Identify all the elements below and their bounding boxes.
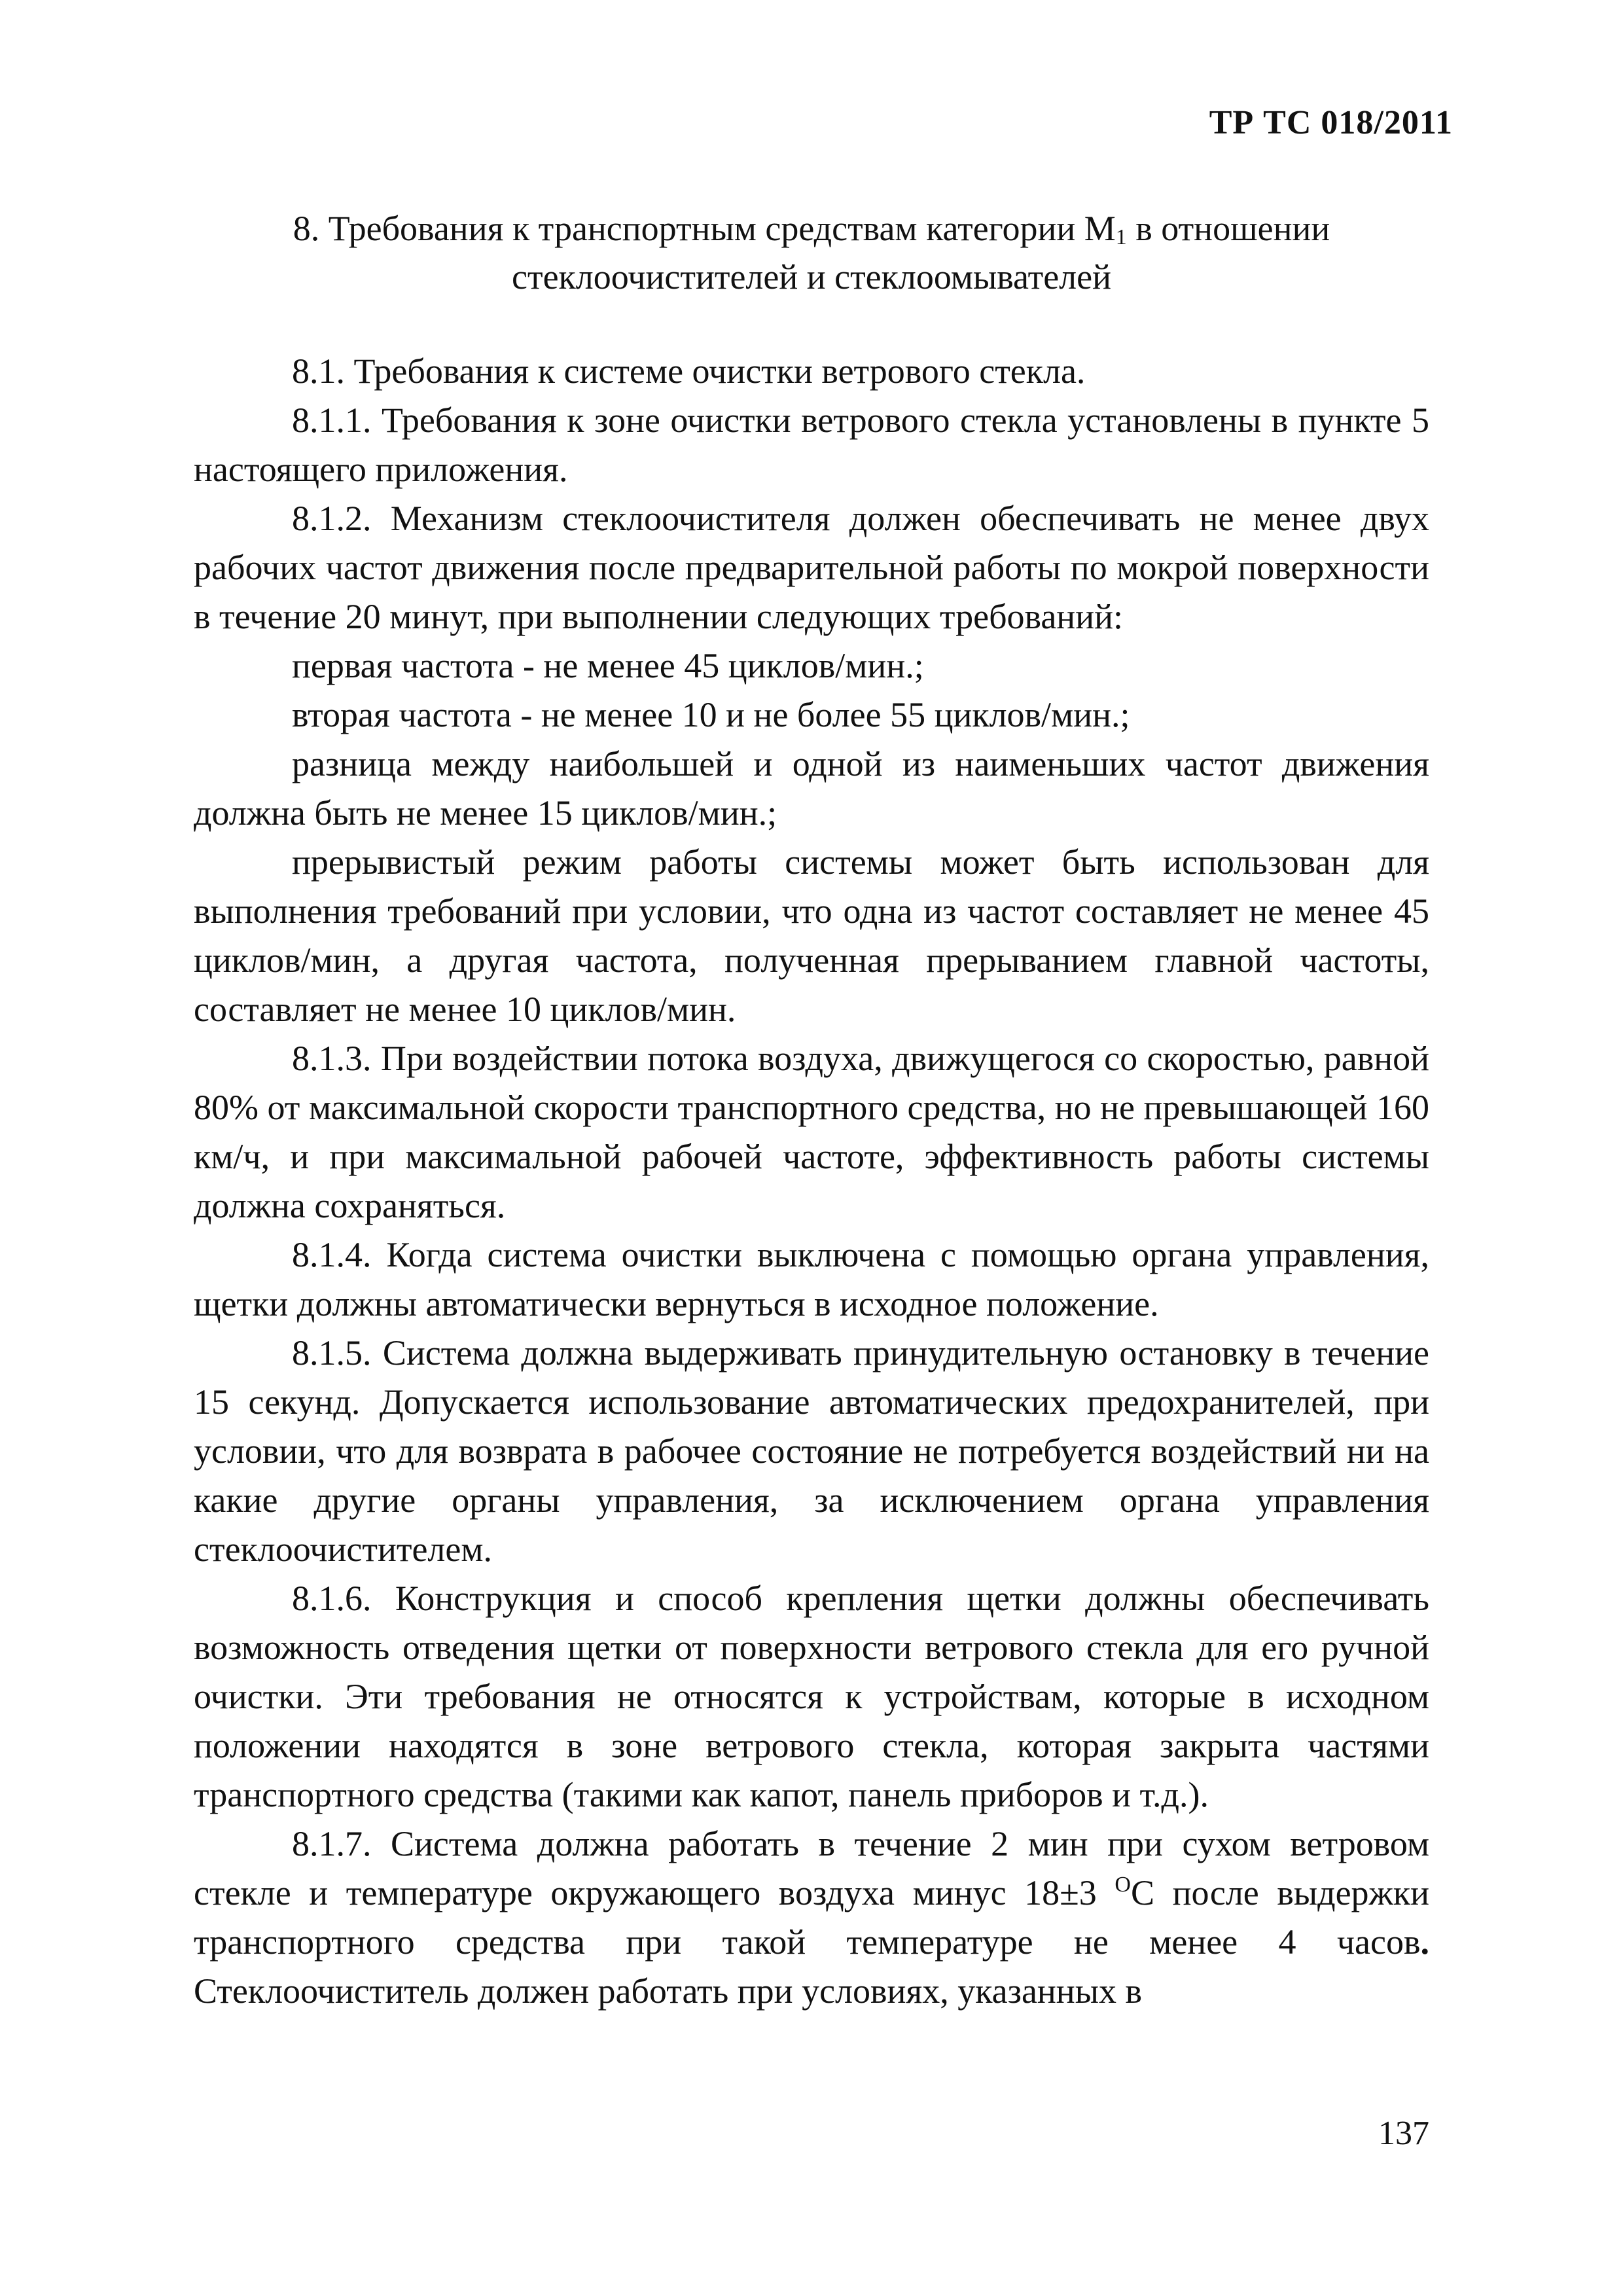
paragraph-8-1-4: 8.1.4. Когда система очистки выключена с помощью органа управления, щетки должны автоматически вернуться в исходное положение. — [194, 1235, 1429, 1323]
paragraph-8-1-3: 8.1.3. При воздействии потока воздуха, движущегося со скоростью, равной 80% от максимальной скорости транспортного средства, но не превышающей 160 км/ч, и при максимальной рабочей частоте, эффективность работы системы должна сохраняться. — [194, 1039, 1429, 1225]
section-title-text-b: в отношении — [1126, 209, 1330, 248]
paragraph-intermittent-mode: прерывистый режим работы системы может быть использован для выполнения требований при условии, что одна из частот составляет не менее 45 циклов/мин, а другая частота, полученная прерыванием главной частоты, составляет не менее 10 циклов/мин. — [194, 842, 1429, 1029]
paragraph-second-frequency: вторая частота - не менее 10 и не более 55 циклов/мин.; — [292, 695, 1130, 734]
paragraph-first-frequency: первая частота - не менее 45 циклов/мин.; — [292, 646, 924, 685]
paragraph-8-1-2: 8.1.2. Механизм стеклоочистителя должен обеспечивать не менее двух рабочих частот движения после предварительной работы по мокрой поверхности в течение 20 минут, при выполнении следующих требований: — [194, 499, 1429, 636]
paragraph-8-1: 8.1. Требования к системе очистки ветрового стекла. — [292, 351, 1086, 391]
paragraph-8-1-5: 8.1.5. Система должна выдерживать принудительную остановку в течение 15 секунд. Допускается использование автоматических предохранителей, при условии, что для возврата в рабочее состояние не потребуется воздействий ни на какие другие органы управления, за исключением органа управления стеклоочистителем. — [194, 1333, 1429, 1569]
paragraph-8-1-7-text-c: Стеклоочиститель должен работать при условиях, указанных в — [194, 1971, 1142, 2011]
paragraph-8-1-1: 8.1.1. Требования к зоне очистки ветрового стекла установлены в пункте 5 настоящего приложения. — [194, 401, 1429, 489]
document-code-header: ТР ТС 018/2011 — [1209, 104, 1453, 141]
document-body — [194, 347, 1429, 2016]
paragraph-8-1-7-text-a: 8.1.7. Система должна работать в течение 2 мин при сухом ветровом стекле и температуре окружающего воздуха минус 18±3 — [194, 1824, 1429, 1912]
paragraph-8-1-7-text-b: С после выдержки транспортного средства при такой температуре не менее 4 часов — [194, 1873, 1430, 1962]
section-title-line2: стеклоочистителей и стеклоомывателей — [512, 257, 1111, 296]
paragraph-frequency-difference: разница между наибольшей и одной из наименьших частот движения должна быть не менее 15 циклов/мин.; — [194, 744, 1429, 833]
bold-period: . — [1420, 1922, 1429, 1962]
degree-superscript: О — [1115, 1873, 1131, 1897]
section-title-line1 — [293, 209, 1330, 248]
paragraph-8-1-6: 8.1.6. Конструкция и способ крепления щетки должны обеспечивать возможность отведения щетки от поверхности ветрового стекла для его ручной очистки. Эти требования не относятся к устройствам, которые в исходном положении находятся в зоне ветрового стекла, которая закрыта частями транспортного средства (такими как капот, панель приборов и т.д.). — [194, 1579, 1429, 1814]
section-title-text-a: 8. Требования к транспортным средствам категории М — [293, 209, 1116, 248]
page-number: 137 — [1378, 2115, 1429, 2152]
category-subscript: 1 — [1115, 225, 1127, 249]
paragraph-8-1-7 — [194, 1820, 1429, 2016]
section-title — [196, 204, 1427, 301]
